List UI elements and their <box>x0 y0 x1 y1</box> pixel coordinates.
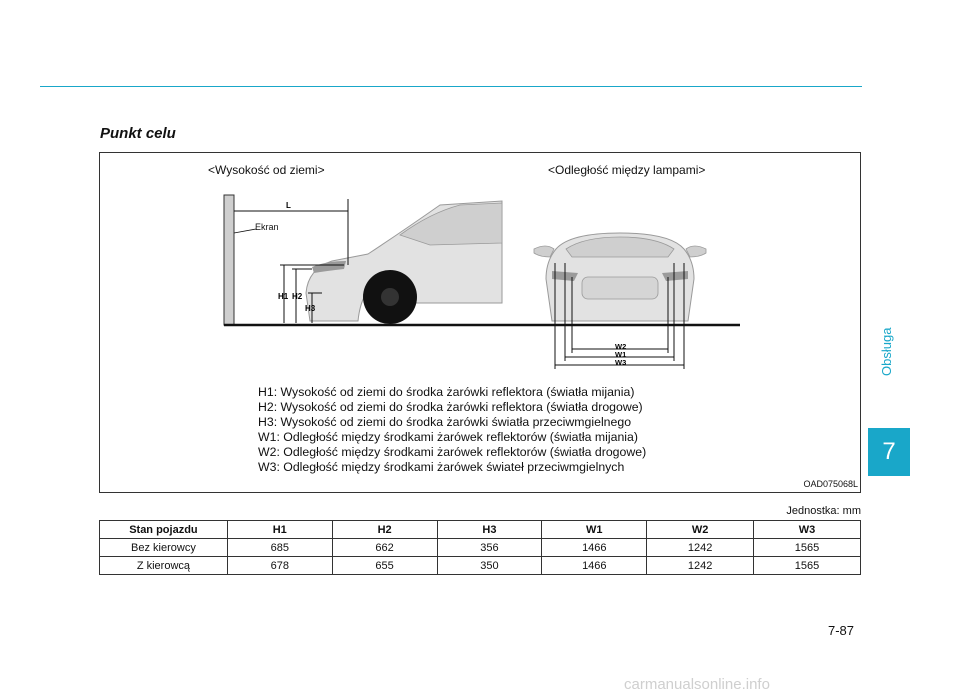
table-cell: Z kierowcą <box>100 557 228 575</box>
table-header-row <box>100 521 861 539</box>
table-header: W1 <box>542 521 647 539</box>
table-cell: 1466 <box>542 557 647 575</box>
table-cell: 685 <box>227 539 332 557</box>
legend-line-h2: H2: Wysokość od ziemi do środka żarówki reflektora (światła drogowe) <box>258 400 643 414</box>
table-cell: 350 <box>437 557 542 575</box>
legend-line-w2: W2: Odległość między środkami żarówek reflektorów (światła drogowe) <box>258 445 647 459</box>
table-cell: 678 <box>227 557 332 575</box>
legend-line-w1: W1: Odległość między środkami żarówek reflektorów (światła mijania) <box>258 430 638 444</box>
table-cell: Bez kierowcy <box>100 539 228 557</box>
dim-label-W1: W1 <box>615 350 627 359</box>
screen-wall <box>224 195 234 325</box>
table-cell: 1565 <box>754 539 861 557</box>
car-side-view <box>306 201 502 324</box>
ekran-leader <box>234 229 256 233</box>
car-front-view <box>534 233 706 321</box>
chapter-tab: 7 <box>868 428 910 476</box>
table-cell: 662 <box>332 539 437 557</box>
dim-label-L: L <box>286 201 291 210</box>
heading-lamp-distance: <Odległość między lampami> <box>548 163 706 177</box>
chapter-label: Obsługa <box>879 327 894 376</box>
table-cell: 1242 <box>647 557 754 575</box>
table-header: H2 <box>332 521 437 539</box>
legend-line-h3: H3: Wysokość od ziemi do środka żarówki światła przeciwmgielnego <box>258 415 632 429</box>
table-header: W2 <box>647 521 754 539</box>
page-number: 7-87 <box>828 623 855 638</box>
header-rule <box>40 86 862 87</box>
dim-label-W3: W3 <box>615 358 627 367</box>
legend-line-w3: W3: Odległość między środkami żarówek świateł przeciwmgielnych <box>258 460 625 474</box>
unit-note: Jednostka: mm <box>786 505 861 517</box>
table-cell: 1242 <box>647 539 754 557</box>
dim-label-H3: H3 <box>305 304 316 313</box>
table-header: Stan pojazdu <box>100 521 228 539</box>
dim-label-W2: W2 <box>615 342 627 351</box>
heading-ground-height: <Wysokość od ziemi> <box>208 163 325 177</box>
table-cell: 1565 <box>754 557 861 575</box>
watermark: carmanualsonline.info <box>624 676 770 693</box>
table-row <box>100 539 861 557</box>
table-header: H1 <box>227 521 332 539</box>
screen-label: Ekran <box>255 222 279 232</box>
dimension-L <box>234 199 348 265</box>
table-header: W3 <box>754 521 861 539</box>
table-cell: 1466 <box>542 539 647 557</box>
table-cell: 356 <box>437 539 542 557</box>
table-row <box>100 557 861 575</box>
table-header: H3 <box>437 521 542 539</box>
figure-code: OAD075068L <box>803 479 858 489</box>
aiming-figure <box>99 152 861 493</box>
section-title: Punkt celu <box>100 125 176 142</box>
table-cell: 655 <box>332 557 437 575</box>
legend-line-h1: H1: Wysokość od ziemi do środka żarówki reflektora (światła mijania) <box>258 385 635 399</box>
aiming-table <box>99 520 861 575</box>
figure-legend <box>258 385 646 475</box>
dim-label-H1: H1 <box>278 292 289 301</box>
dim-label-H2: H2 <box>292 292 303 301</box>
